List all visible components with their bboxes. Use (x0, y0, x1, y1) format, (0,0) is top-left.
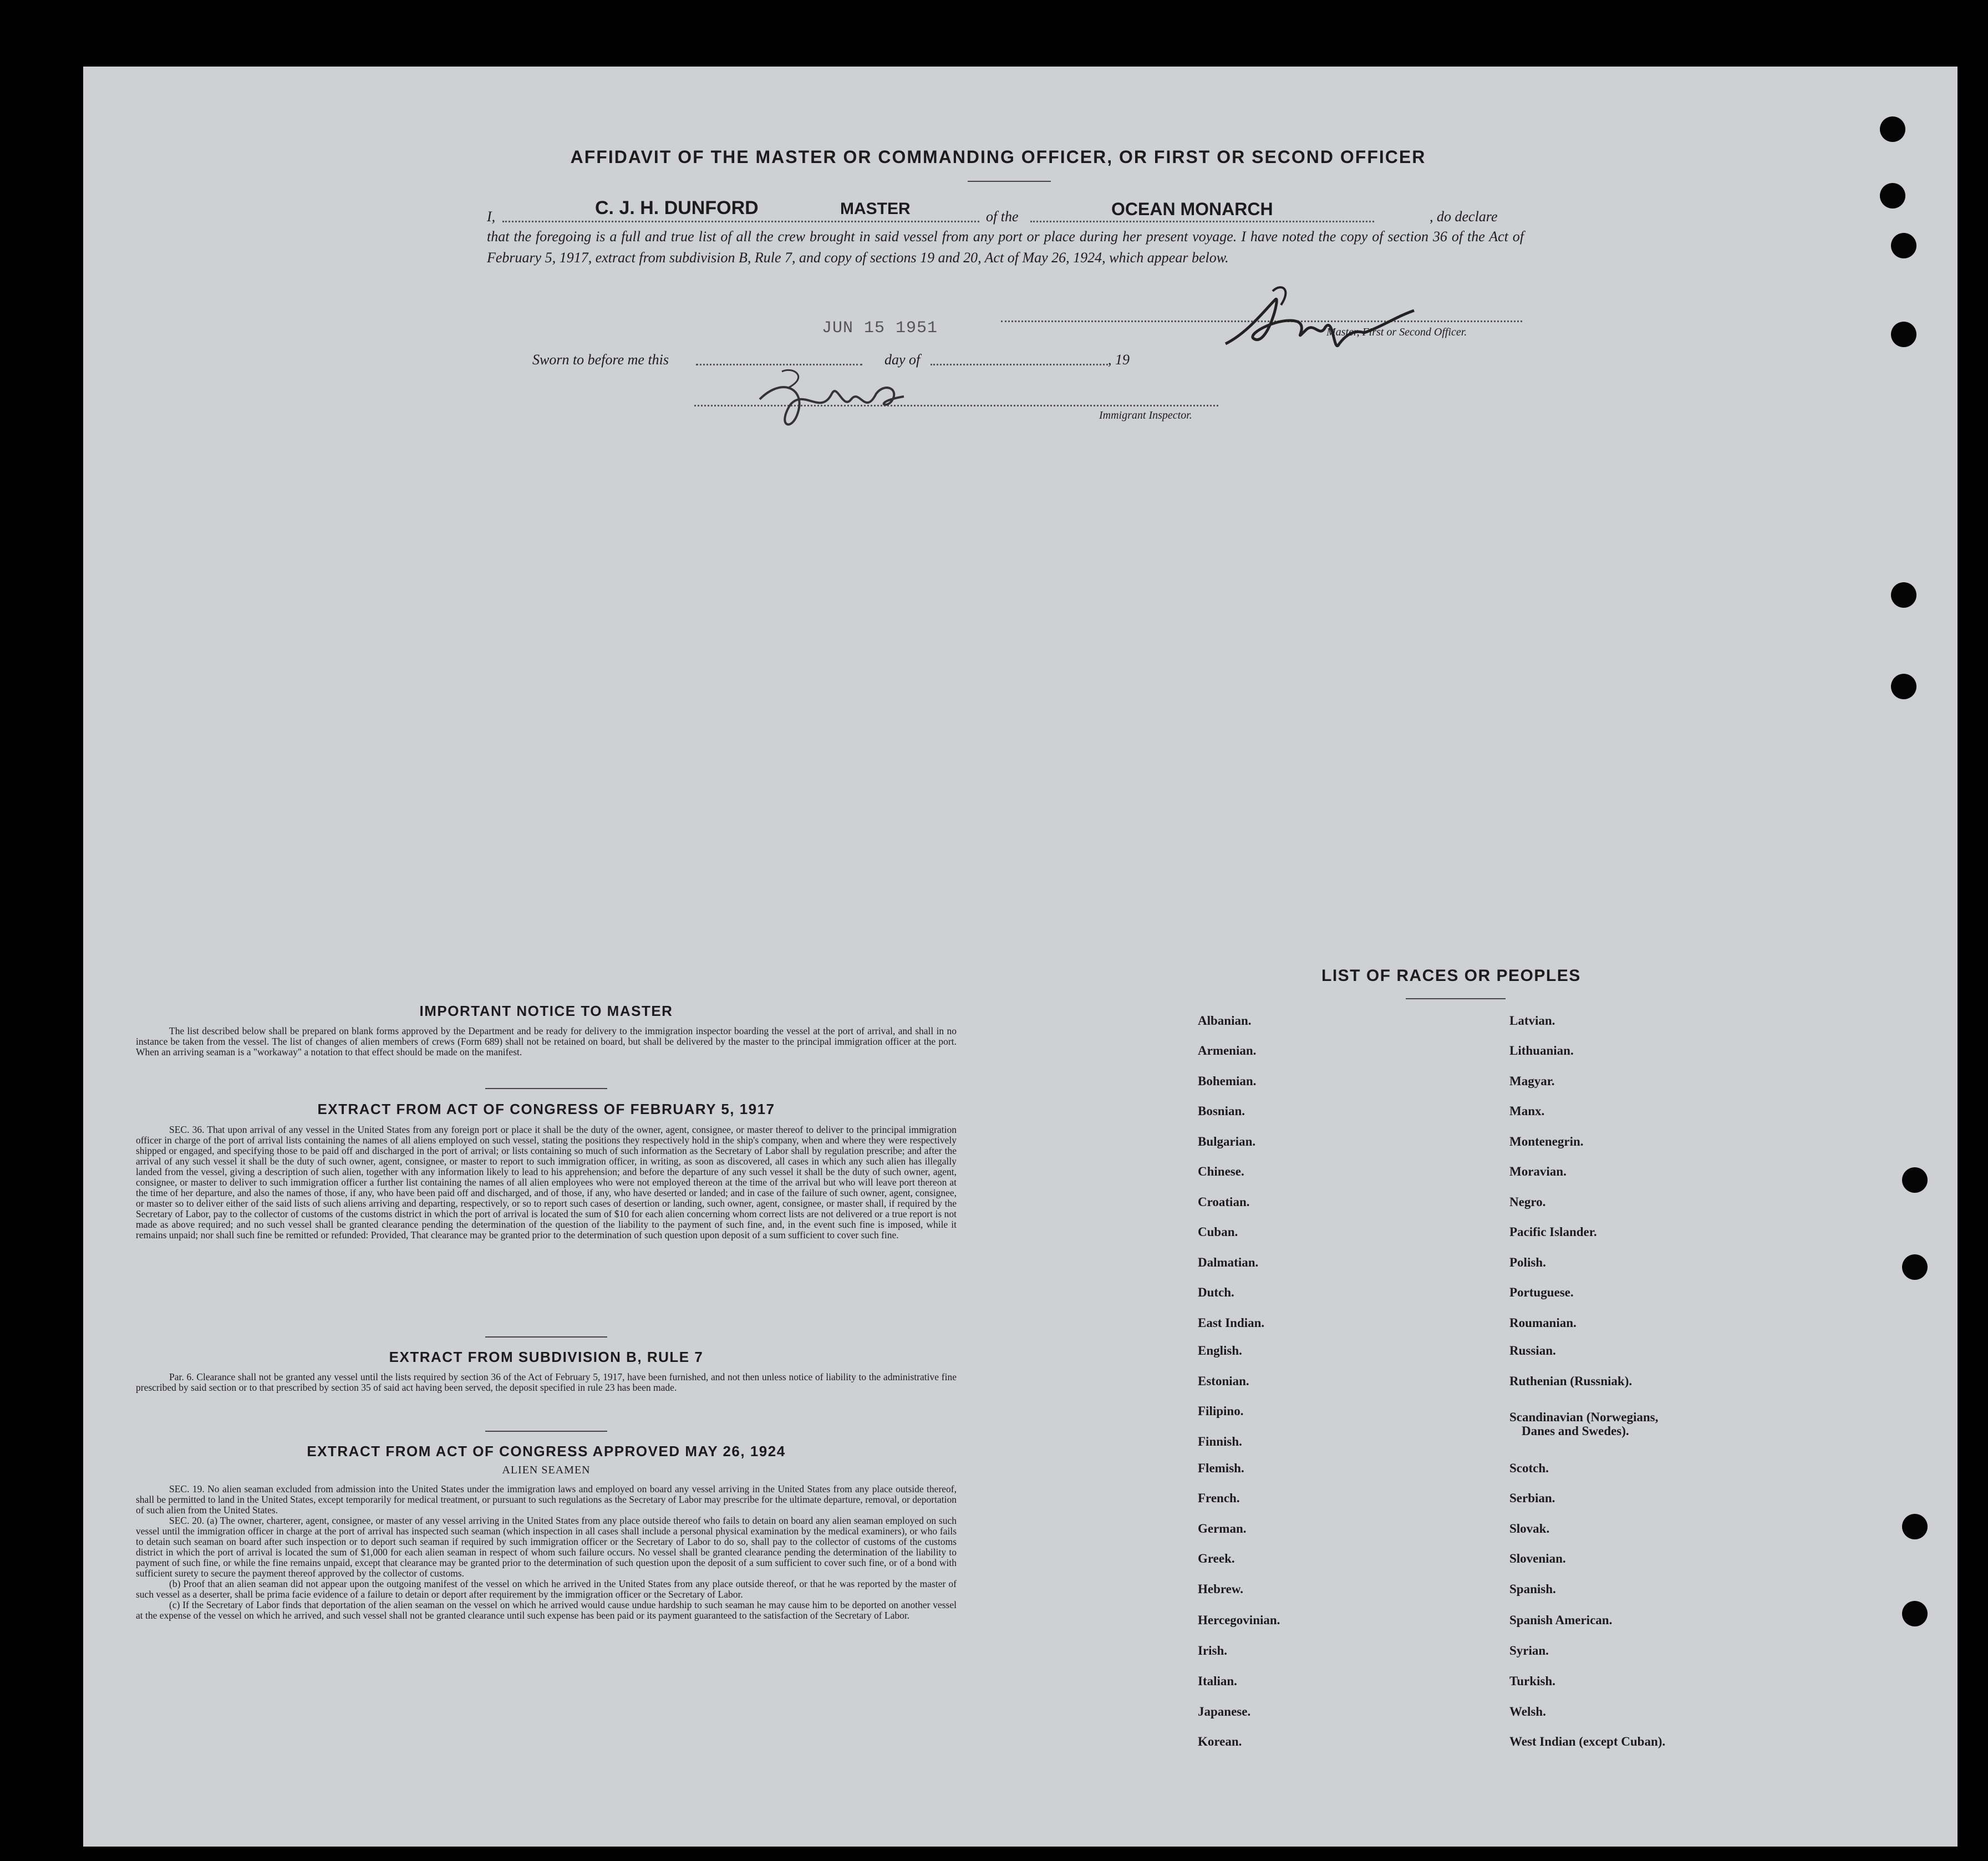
master-name: C. J. H. DUNFORD (595, 197, 759, 218)
punch-hole (1891, 582, 1916, 608)
race-spanish-american: Spanish American. (1509, 1613, 1613, 1627)
race-dutch: Dutch. (1198, 1285, 1234, 1299)
extract-rule7-text: Par. 6. Clearance shall not be granted any vessel until the lists required by section 36 of the Act of February 5, 1917, have been furnished, and not then unless notice of liability to the administrative fine prescribed by said section or to that prescribed by section 35 of said act having been served, the deposit specified in rule 23 has been made. (136, 1371, 957, 1393)
race-manx: Manx. (1509, 1104, 1545, 1118)
affidavit-title: AFFIDAVIT OF THE MASTER OR COMMANDING OFFICER, OR FIRST OR SECOND OFFICER (570, 147, 1426, 167)
master-rank: MASTER (840, 200, 911, 218)
punch-hole (1880, 116, 1905, 142)
extract-1924-subtitle: ALIEN SEAMEN (502, 1464, 591, 1476)
extract-1917-text: SEC. 36. That upon arrival of any vessel in the United States from any foreign port or place it shall be the duty of the owner, agent, consignee, or master thereof to deliver to the principal immigration officer in charge of the port of arrival lists containing the names of all aliens employed on such vessel, stating the positions they respectively hold in the ship's company, when and where they were respectively shipped or engaged, and specifying those to be paid off and discharged in the port of arrival; or lists containing so much of such information as the Secretary of Labor shall by regulation prescribe; and after the arrival of any such vessel it shall be the duty of such owner, agent, consignee, or master to report to such immigration officer, in writing, as soon as discovered, all cases in which any such alien has illegally landed from the vessel, giving a description of such alien, together with any information likely to lead to his apprehension; and before the departure of any such vessel it shall be the duty of such owner, agent, consignee, or master to deliver to such immigration officer a further list containing the names of all alien employees who were not employed thereon at the time of the arrival but who will leave port thereon at the time of her departure, and also the names of those, if any, who have been paid off and discharged, and of those, if any, who have deserted or landed; and in case of the failure of such owner, agent, consignee, or master so to deliver either of the said lists of such aliens arriving and departing, respectively, or so to report such cases of desertion or landing, such owner, agent, consignee, or master shall, if required by the Secretary of Labor, pay to the collector of customs of the customs district in which the port of arrival is located the sum of $10 for each alien concerning whom correct lists are not delivered or a true report is not made as above required; and no such vessel shall be granted clearance pending the determination of the question of the liability to the payment of such fine, and, in the event such fine is imposed, while it remains unpaid; nor shall such fine be remitted or refunded: Provided, That clearance may be granted prior to the determination of such question upon deposit of a sum sufficient to cover such fine. (136, 1124, 957, 1240)
divider (485, 1336, 607, 1338)
vessel-name: OCEAN MONARCH (1111, 199, 1273, 219)
race-korean: Korean. (1198, 1735, 1242, 1748)
race-russian: Russian. (1509, 1344, 1556, 1357)
section-20b-text: (b) Proof that an alien seaman did not appear upon the outgoing manifest of the vessel on which he arrived in the United States from any place outside thereof, or that he was reported by the master of such vessel as a deserter, shall be prima facie evidence of a failure to detain or deport after requirement by the immigration officer or the Secretary of Labor. (136, 1578, 957, 1600)
race-ruthenian: Ruthenian (Russniak). (1509, 1374, 1633, 1388)
name-line (502, 221, 979, 222)
punch-hole (1880, 183, 1905, 209)
punch-hole (1902, 1601, 1928, 1626)
race-lithuanian: Lithuanian. (1509, 1044, 1574, 1057)
race-serbian: Serbian. (1509, 1491, 1555, 1505)
punch-hole (1891, 233, 1916, 258)
race-irish: Irish. (1198, 1644, 1228, 1657)
inspector-caption: Immigrant Inspector. (1099, 409, 1192, 421)
of-the-label: of the (986, 209, 1019, 225)
race-cuban: Cuban. (1198, 1225, 1238, 1239)
race-scandinavian: Scandinavian (Norwegians, (1509, 1410, 1659, 1424)
section-19-text: SEC. 19. No alien seaman excluded from admission into the United States under the immigration laws and employed on board any vessel arriving in the United States from any place outside thereof, shall be permitted to land in the United States, except temporarily for medical treatment, or pursuant to such regulations as the Secretary of Labor may prescribe for the ultimate departure, removal, or deportation of such alien from the United States. (136, 1483, 957, 1516)
punch-hole (1891, 322, 1916, 347)
sworn-label: Sworn to before me this (532, 352, 669, 368)
race-spanish: Spanish. (1509, 1582, 1556, 1596)
vessel-line (1030, 221, 1374, 222)
race-flemish: Flemish. (1198, 1461, 1244, 1475)
race-filipino: Filipino. (1198, 1404, 1244, 1418)
punch-hole (1902, 1167, 1928, 1193)
race-dalmatian: Dalmatian. (1198, 1255, 1259, 1269)
race-hercegovinian: Hercegovinian. (1198, 1613, 1280, 1627)
race-croatian: Croatian. (1198, 1195, 1250, 1209)
race-albanian: Albanian. (1198, 1014, 1252, 1028)
section-20c-text: (c) If the Secretary of Labor finds that deportation of the alien seaman on the vessel on which he arrived would cause undue hardship to such seaman he may cause him to be deported on another vessel at the expense of the vessel on which he arrived, and such vessel shall not be granted clearance until such expense has been paid or its payment guaranteed to the satisfaction of the Secretary of Labor. (136, 1599, 957, 1621)
race-italian: Italian. (1198, 1674, 1237, 1688)
master-signature-caption: Master, First or Second Officer. (1326, 326, 1467, 338)
extract-rule7-title: EXTRACT FROM SUBDIVISION B, RULE 7 (389, 1349, 704, 1365)
sworn-month-line (931, 364, 1108, 365)
race-montenegrin: Montenegrin. (1509, 1135, 1584, 1148)
race-syrian: Syrian. (1509, 1644, 1549, 1657)
punch-hole (1902, 1254, 1928, 1280)
race-turkish: Turkish. (1509, 1674, 1555, 1688)
race-estonian: Estonian. (1198, 1374, 1249, 1388)
race-moravian: Moravian. (1509, 1165, 1567, 1178)
race-east-indian: East Indian. (1198, 1316, 1265, 1330)
race-slovenian: Slovenian. (1509, 1552, 1566, 1565)
race-finnish: Finnish. (1198, 1435, 1242, 1448)
race-bosnian: Bosnian. (1198, 1104, 1245, 1118)
race-magyar: Magyar. (1509, 1074, 1555, 1088)
notice-text: The list described below shall be prepared on blank forms approved by the Department and be ready for delivery to the immigration inspector boarding the vessel at the port of arrival, and shall in no instance be taken from the vessel. The list of changes of alien members of crews (Form 689) shall not be retained on board, but shall be delivered by the master to the principal immigration officer at the port. When an arriving seaman is a "workaway" a notation to that effect should be made on the manifest. (136, 1025, 957, 1057)
race-english: English. (1198, 1344, 1242, 1357)
race-chinese: Chinese. (1198, 1165, 1244, 1178)
race-negro: Negro. (1509, 1195, 1546, 1209)
punch-hole (1902, 1514, 1928, 1539)
race-latvian: Latvian. (1509, 1014, 1555, 1028)
race-roumanian: Roumanian. (1509, 1316, 1577, 1330)
day-of-label: day of (884, 352, 921, 368)
race-hebrew: Hebrew. (1198, 1582, 1243, 1596)
declaration-text: that the foregoing is a full and true list of all the crew brought in said vessel from any port or place during her present voyage. I have noted the copy of section 36 of the Act of February 5, 1917, extract from subdivision B, Rule 7, and copy of sections 19 and 20, Act of May 26, 1924, which appear below. (487, 228, 1524, 266)
notice-title: IMPORTANT NOTICE TO MASTER (419, 1003, 673, 1019)
divider (485, 1088, 607, 1089)
race-bulgarian: Bulgarian. (1198, 1135, 1256, 1148)
extract-1917-title: EXTRACT FROM ACT OF CONGRESS OF FEBRUARY 5, 1917 (317, 1101, 775, 1117)
race-west-indian: West Indian (except Cuban). (1509, 1735, 1666, 1748)
race-slovak: Slovak. (1509, 1522, 1550, 1535)
inspector-signature (738, 355, 937, 438)
punch-hole (1891, 674, 1916, 699)
race-french: French. (1198, 1491, 1240, 1505)
race-scotch: Scotch. (1509, 1461, 1549, 1475)
master-signature (1214, 277, 1425, 366)
race-armenian: Armenian. (1198, 1044, 1257, 1057)
year-label: , 19 (1108, 352, 1130, 368)
race-portuguese: Portuguese. (1509, 1285, 1574, 1299)
do-declare-label: , do declare (1430, 209, 1498, 225)
declaration-line (487, 197, 1524, 228)
race-polish: Polish. (1509, 1255, 1546, 1269)
races-title: LIST OF RACES OR PEOPLES (1321, 967, 1581, 985)
race-welsh: Welsh. (1509, 1705, 1546, 1718)
extract-1924-body (136, 1484, 957, 1621)
races-divider (1406, 998, 1506, 999)
section-20a-text: SEC. 20. (a) The owner, charterer, agent, consignee, or master of any vessel arriving in the United States from any place outside thereof who fails to detain on board any alien seaman employed on such vessel until the immigration officer in charge at the port of arrival has inspected such seaman (which inspection in all cases shall include a personal physical examination by the medical examiners), or who fails to detain such seaman on board after such inspection or to deport such seaman if required by such immigration officer or the Secretary of Labor to do so, shall pay to the collector of customs of the customs district in which the port of arrival is located the sum of $1,000 for each alien seaman in respect of whom such failure occurs. No vessel shall be granted clearance pending the determination of the liability to payment of such fine, or while the fine remains unpaid, except that clearance may be granted prior to the determination of such question upon the deposit of a sum sufficient to cover such fine, or of a bond with sufficient surety to secure the payment thereof approved by the collector of customs. (136, 1515, 957, 1579)
divider (485, 1431, 607, 1432)
date-stamp: JUN 15 1951 (822, 319, 938, 338)
race-scandinavian-cont: Danes and Swedes). (1522, 1424, 1629, 1438)
extract-1924-title: EXTRACT FROM ACT OF CONGRESS APPROVED MAY 26, 1924 (307, 1443, 786, 1460)
race-pacific-islander: Pacific Islander. (1509, 1225, 1597, 1239)
race-japanese: Japanese. (1198, 1705, 1251, 1718)
race-greek: Greek. (1198, 1552, 1235, 1565)
title-divider (968, 181, 1051, 182)
i-label: I, (487, 209, 496, 225)
race-german: German. (1198, 1522, 1247, 1535)
race-bohemian: Bohemian. (1198, 1074, 1257, 1088)
